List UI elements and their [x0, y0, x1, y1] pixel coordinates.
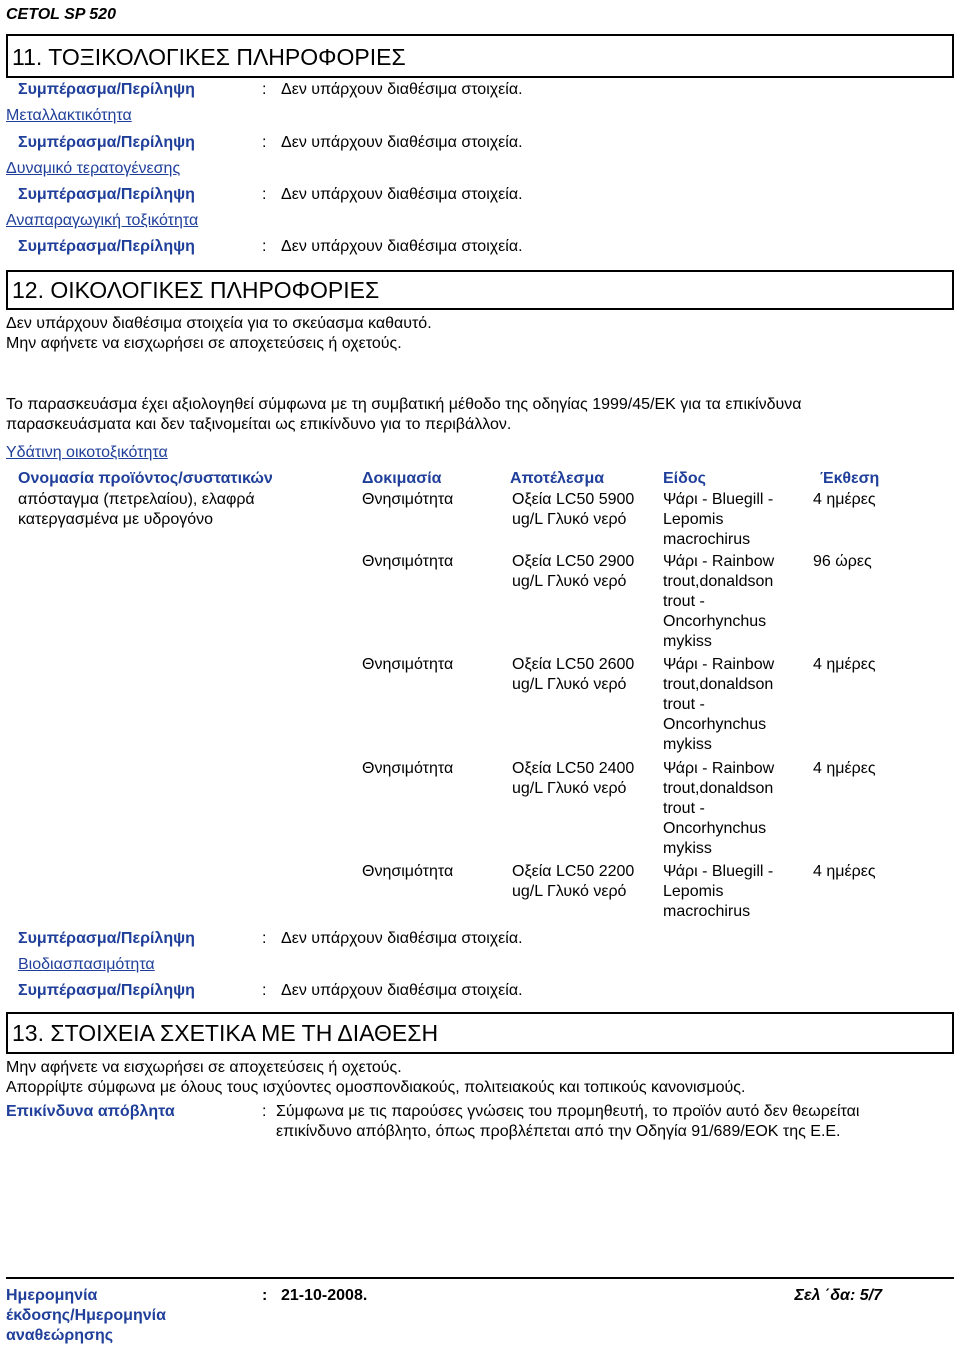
page-number: Σελ ΄δα: 5/7	[794, 1287, 882, 1304]
exposure-cell: 4 ημέρες	[813, 491, 876, 508]
disposal-text: Απορρίψτε σύμφωνα με όλους τους ισχύοντες ομοσπονδιακούς, πολιτειακούς και τοπικούς κανονισμούς.	[6, 1079, 746, 1096]
exposure-cell: 96 ώρες	[813, 553, 872, 570]
species-cell: trout,donaldson	[663, 780, 774, 797]
footer-date-label: αναθεώρησης	[6, 1327, 114, 1344]
section-12-title: 12. ΟΙΚΟΛΟΓΙΚΕΣ ΠΛΗΡΟΦΟΡΙΕΣ	[12, 277, 380, 303]
no-data-value: Δεν υπάρχουν διαθέσιμα στοιχεία.	[281, 238, 523, 255]
no-data-value: Δεν υπάρχουν διαθέσιμα στοιχεία.	[281, 930, 523, 947]
species-cell: Lepomis	[663, 511, 724, 528]
species-cell: macrochirus	[663, 903, 751, 920]
conclusion-label: Συμπέρασμα/Περίληψη	[18, 81, 195, 98]
no-data-value: Δεν υπάρχουν διαθέσιμα στοιχεία.	[281, 982, 523, 999]
colon: :	[262, 1103, 267, 1120]
classification-paragraph: παρασκευάσματα και δεν ταξινομείται ως επικίνδυνο για το περιβάλλον.	[6, 416, 512, 433]
section-13-title: 13. ΣΤΟΙΧΕΙΑ ΣΧΕΤΙΚΑ ΜΕ ΤΗ ΔΙΑΘΕΣΗ	[12, 1020, 439, 1046]
result-cell: ug/L Γλυκό νερό	[512, 676, 627, 693]
result-cell: Οξεία LC50 2900	[512, 553, 635, 570]
footer-date-label: έκδοσης/Ημερομηνία	[6, 1307, 166, 1324]
test-cell: Θνησιμότητα	[362, 553, 454, 570]
biodegradability-heading: Βιοδιασπασιμότητα	[18, 956, 155, 973]
footer-colon: :	[262, 1287, 268, 1304]
footer-date-label: Ημερομηνία	[6, 1287, 98, 1304]
hazardous-waste-text: επικίνδυνο απόβλητο, όπως προβλέπεται από την Οδηγία 91/689/ΕΟΚ της Ε.Ε.	[276, 1123, 841, 1140]
species-cell: Lepomis	[663, 883, 724, 900]
column-header: Αποτέλεσμα	[510, 470, 605, 487]
conclusion-label: Συμπέρασμα/Περίληψη	[18, 930, 195, 947]
species-cell: Ψάρι - Rainbow	[663, 553, 775, 570]
result-cell: Οξεία LC50 2200	[512, 863, 635, 880]
exposure-cell: 4 ημέρες	[813, 760, 876, 777]
result-cell: ug/L Γλυκό νερό	[512, 780, 627, 797]
species-cell: mykiss	[663, 633, 712, 650]
species-cell: Ψάρι - Bluegill -	[663, 491, 774, 508]
mutagenicity-heading: Μεταλλακτικότητα	[6, 107, 132, 124]
eco-intro-text: Μην αφήνετε να εισχωρήσει σε αποχετεύσεις ή οχετούς.	[6, 335, 402, 352]
species-cell: macrochirus	[663, 531, 751, 548]
footer-date-value: 21-10-2008.	[281, 1287, 368, 1304]
exposure-cell: 4 ημέρες	[813, 863, 876, 880]
eco-intro-text: Δεν υπάρχουν διαθέσιμα στοιχεία για το σκεύασμα καθαυτό.	[6, 315, 432, 332]
exposure-cell: 4 ημέρες	[813, 656, 876, 673]
species-cell: Ψάρι - Rainbow	[663, 760, 775, 777]
column-header: Είδος	[663, 470, 706, 487]
disposal-text: Μην αφήνετε να εισχωρήσει σε αποχετεύσεις ή οχετούς.	[6, 1059, 402, 1076]
test-cell: Θνησιμότητα	[362, 863, 454, 880]
species-cell: mykiss	[663, 736, 712, 753]
species-cell: Oncorhynchus	[663, 820, 767, 837]
colon: :	[262, 982, 267, 999]
result-cell: Οξεία LC50 2400	[512, 760, 635, 777]
no-data-value: Δεν υπάρχουν διαθέσιμα στοιχεία.	[281, 134, 523, 151]
conclusion-label: Συμπέρασμα/Περίληψη	[18, 134, 195, 151]
colon: :	[262, 930, 267, 947]
aquatic-ecotoxicity-heading: Υδάτινη οικοτοξικότητα	[6, 444, 168, 461]
footer-divider	[6, 1277, 954, 1279]
section-11-header	[6, 34, 954, 78]
product-name-cell: κατεργασμένα με υδρογόνο	[18, 511, 214, 528]
section-13-header	[6, 1012, 954, 1054]
product-name-cell: απόσταγμα (πετρελαίου), ελαφρά	[18, 491, 255, 508]
species-cell: Oncorhynchus	[663, 613, 767, 630]
section-12-header	[6, 270, 954, 310]
test-cell: Θνησιμότητα	[362, 656, 454, 673]
species-cell: Oncorhynchus	[663, 716, 767, 733]
result-cell: ug/L Γλυκό νερό	[512, 511, 627, 528]
classification-paragraph: Το παρασκευάσμα έχει αξιολογηθεί σύμφωνα με τη συμβατική μέθοδο της οδηγίας 1999/45/ΕΚ για τα επικίνδυνα	[6, 396, 802, 413]
species-cell: Ψάρι - Bluegill -	[663, 863, 774, 880]
test-cell: Θνησιμότητα	[362, 491, 454, 508]
species-cell: trout -	[663, 696, 705, 713]
result-cell: Οξεία LC50 2600	[512, 656, 635, 673]
conclusion-label: Συμπέρασμα/Περίληψη	[18, 186, 195, 203]
species-cell: mykiss	[663, 840, 712, 857]
product-name: CETOL SP 520	[6, 6, 116, 23]
column-header: Έκθεση	[820, 470, 880, 487]
conclusion-label: Συμπέρασμα/Περίληψη	[18, 982, 195, 999]
species-cell: trout -	[663, 593, 705, 610]
column-header: Ονομασία προϊόντος/συστατικών	[18, 470, 273, 487]
colon: :	[262, 186, 267, 203]
species-cell: Ψάρι - Rainbow	[663, 656, 775, 673]
species-cell: trout,donaldson	[663, 676, 774, 693]
test-cell: Θνησιμότητα	[362, 760, 454, 777]
species-cell: trout,donaldson	[663, 573, 774, 590]
result-cell: Οξεία LC50 5900	[512, 491, 635, 508]
colon: :	[262, 238, 267, 255]
hazardous-waste-label: Επικίνδυνα απόβλητα	[6, 1103, 175, 1120]
section-11-title: 11. ΤΟΞΙΚΟΛΟΓΙΚΕΣ ΠΛΗΡΟΦΟΡΙΕΣ	[12, 44, 406, 70]
column-header: Δοκιμασία	[362, 470, 442, 487]
species-cell: trout -	[663, 800, 705, 817]
hazardous-waste-text: Σύμφωνα με τις παρούσες γνώσεις του προμηθευτή, το προϊόν αυτό δεν θεωρείται	[276, 1103, 860, 1120]
result-cell: ug/L Γλυκό νερό	[512, 883, 627, 900]
reproductive-toxicity-heading: Αναπαραγωγική τοξικότητα	[6, 212, 199, 229]
result-cell: ug/L Γλυκό νερό	[512, 573, 627, 590]
conclusion-label: Συμπέρασμα/Περίληψη	[18, 238, 195, 255]
no-data-value: Δεν υπάρχουν διαθέσιμα στοιχεία.	[281, 186, 523, 203]
colon: :	[262, 134, 267, 151]
colon: :	[262, 81, 267, 98]
teratogenicity-heading: Δυναμικό τερατογένεσης	[6, 160, 181, 177]
no-data-value: Δεν υπάρχουν διαθέσιμα στοιχεία.	[281, 81, 523, 98]
